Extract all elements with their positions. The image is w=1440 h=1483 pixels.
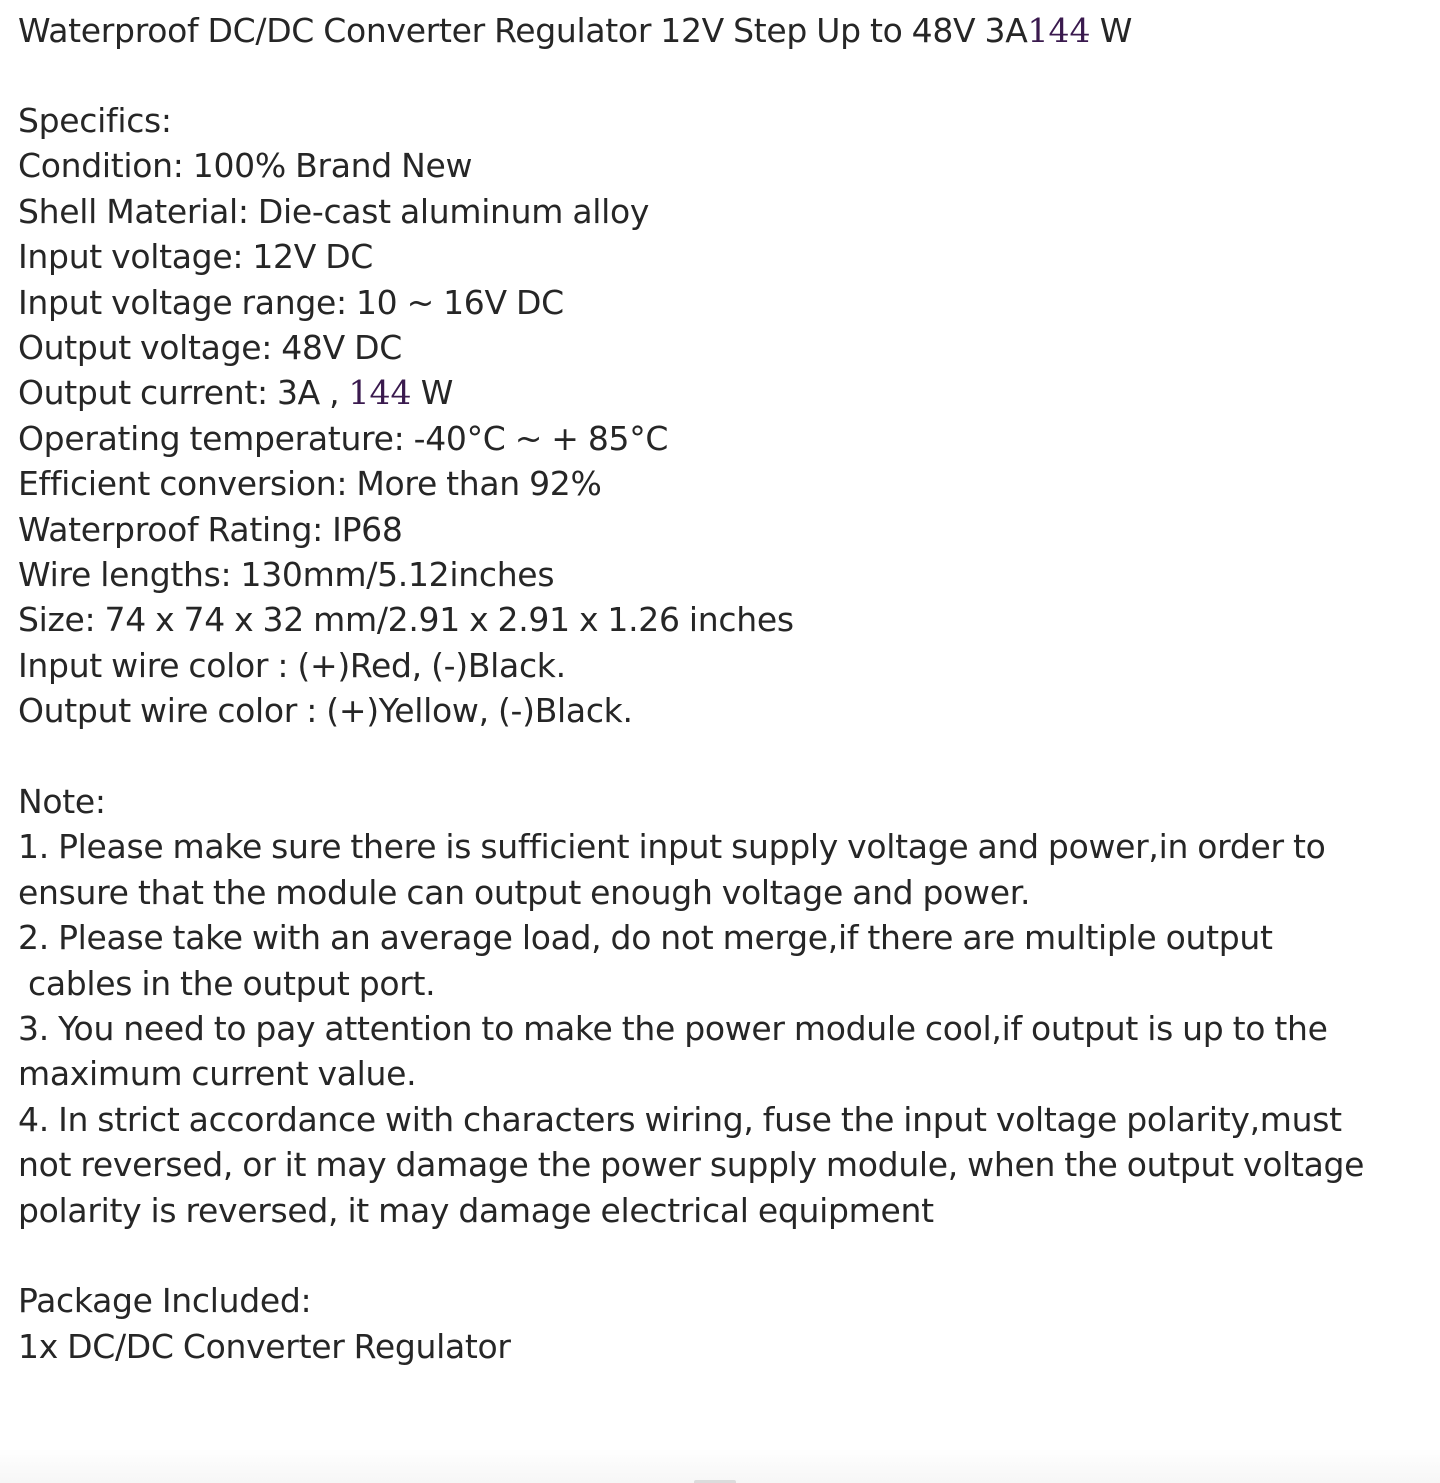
title-text: Waterproof DC/DC Converter Regulator 12V Step Up to 48V 3A [18, 11, 1028, 50]
note-line: cables in the output port. [28, 964, 436, 1003]
package-item: 1x DC/DC Converter Regulator [18, 1327, 511, 1366]
note-line: polarity is reversed, it may damage electrical equipment [18, 1191, 934, 1230]
spec-item: Input voltage range: 10 ~ 16V DC [18, 283, 564, 322]
title-power-number: 144 [1027, 11, 1091, 50]
spec-item: Output wire color : (+)Yellow, (-)Black. [18, 691, 633, 730]
spec-output-current [18, 371, 453, 415]
note-line: maximum current value. [18, 1054, 417, 1093]
spec-item: Condition: 100% Brand New [18, 146, 473, 185]
package-heading: Package Included: [18, 1281, 312, 1320]
spec-item: Shell Material: Die-cast aluminum alloy [18, 192, 650, 231]
spec-item: Input wire color : (+)Red, (-)Black. [18, 646, 566, 685]
note-line: 1. Please make sure there is sufficient input supply voltage and power,in order to [18, 827, 1326, 866]
spec-item: Output voltage: 48V DC [18, 328, 402, 367]
spec-item: Size: 74 x 74 x 32 mm/2.91 x 2.91 x 1.26 inches [18, 600, 794, 639]
specifics-heading: Specifics: [18, 101, 172, 140]
note-line: 3. You need to pay attention to make the power module cool,if output is up to the [18, 1009, 1328, 1048]
note-line: ensure that the module can output enough voltage and power. [18, 873, 1031, 912]
output-power-unit: W [411, 373, 454, 412]
spec-item: Operating temperature: -40°C ~ + 85°C [18, 419, 669, 458]
note-heading: Note: [18, 782, 106, 821]
spec-item: Waterproof Rating: IP68 [18, 510, 403, 549]
title-power-unit: W [1090, 11, 1133, 50]
bottom-fade [0, 1449, 1440, 1483]
product-title [18, 9, 1132, 53]
output-power-number: 144 [348, 373, 412, 412]
spec-item: Wire lengths: 130mm/5.12inches [18, 555, 555, 594]
note-line: not reversed, or it may damage the power supply module, when the output voltage [18, 1145, 1365, 1184]
output-current-label: Output current: 3A , [18, 373, 349, 412]
spec-item: Efficient conversion: More than 92% [18, 464, 602, 503]
note-line: 4. In strict accordance with characters wiring, fuse the input voltage polarity,must [18, 1100, 1342, 1139]
spec-item: Input voltage: 12V DC [18, 237, 374, 276]
note-line: 2. Please take with an average load, do not merge,if there are multiple output [18, 918, 1273, 957]
